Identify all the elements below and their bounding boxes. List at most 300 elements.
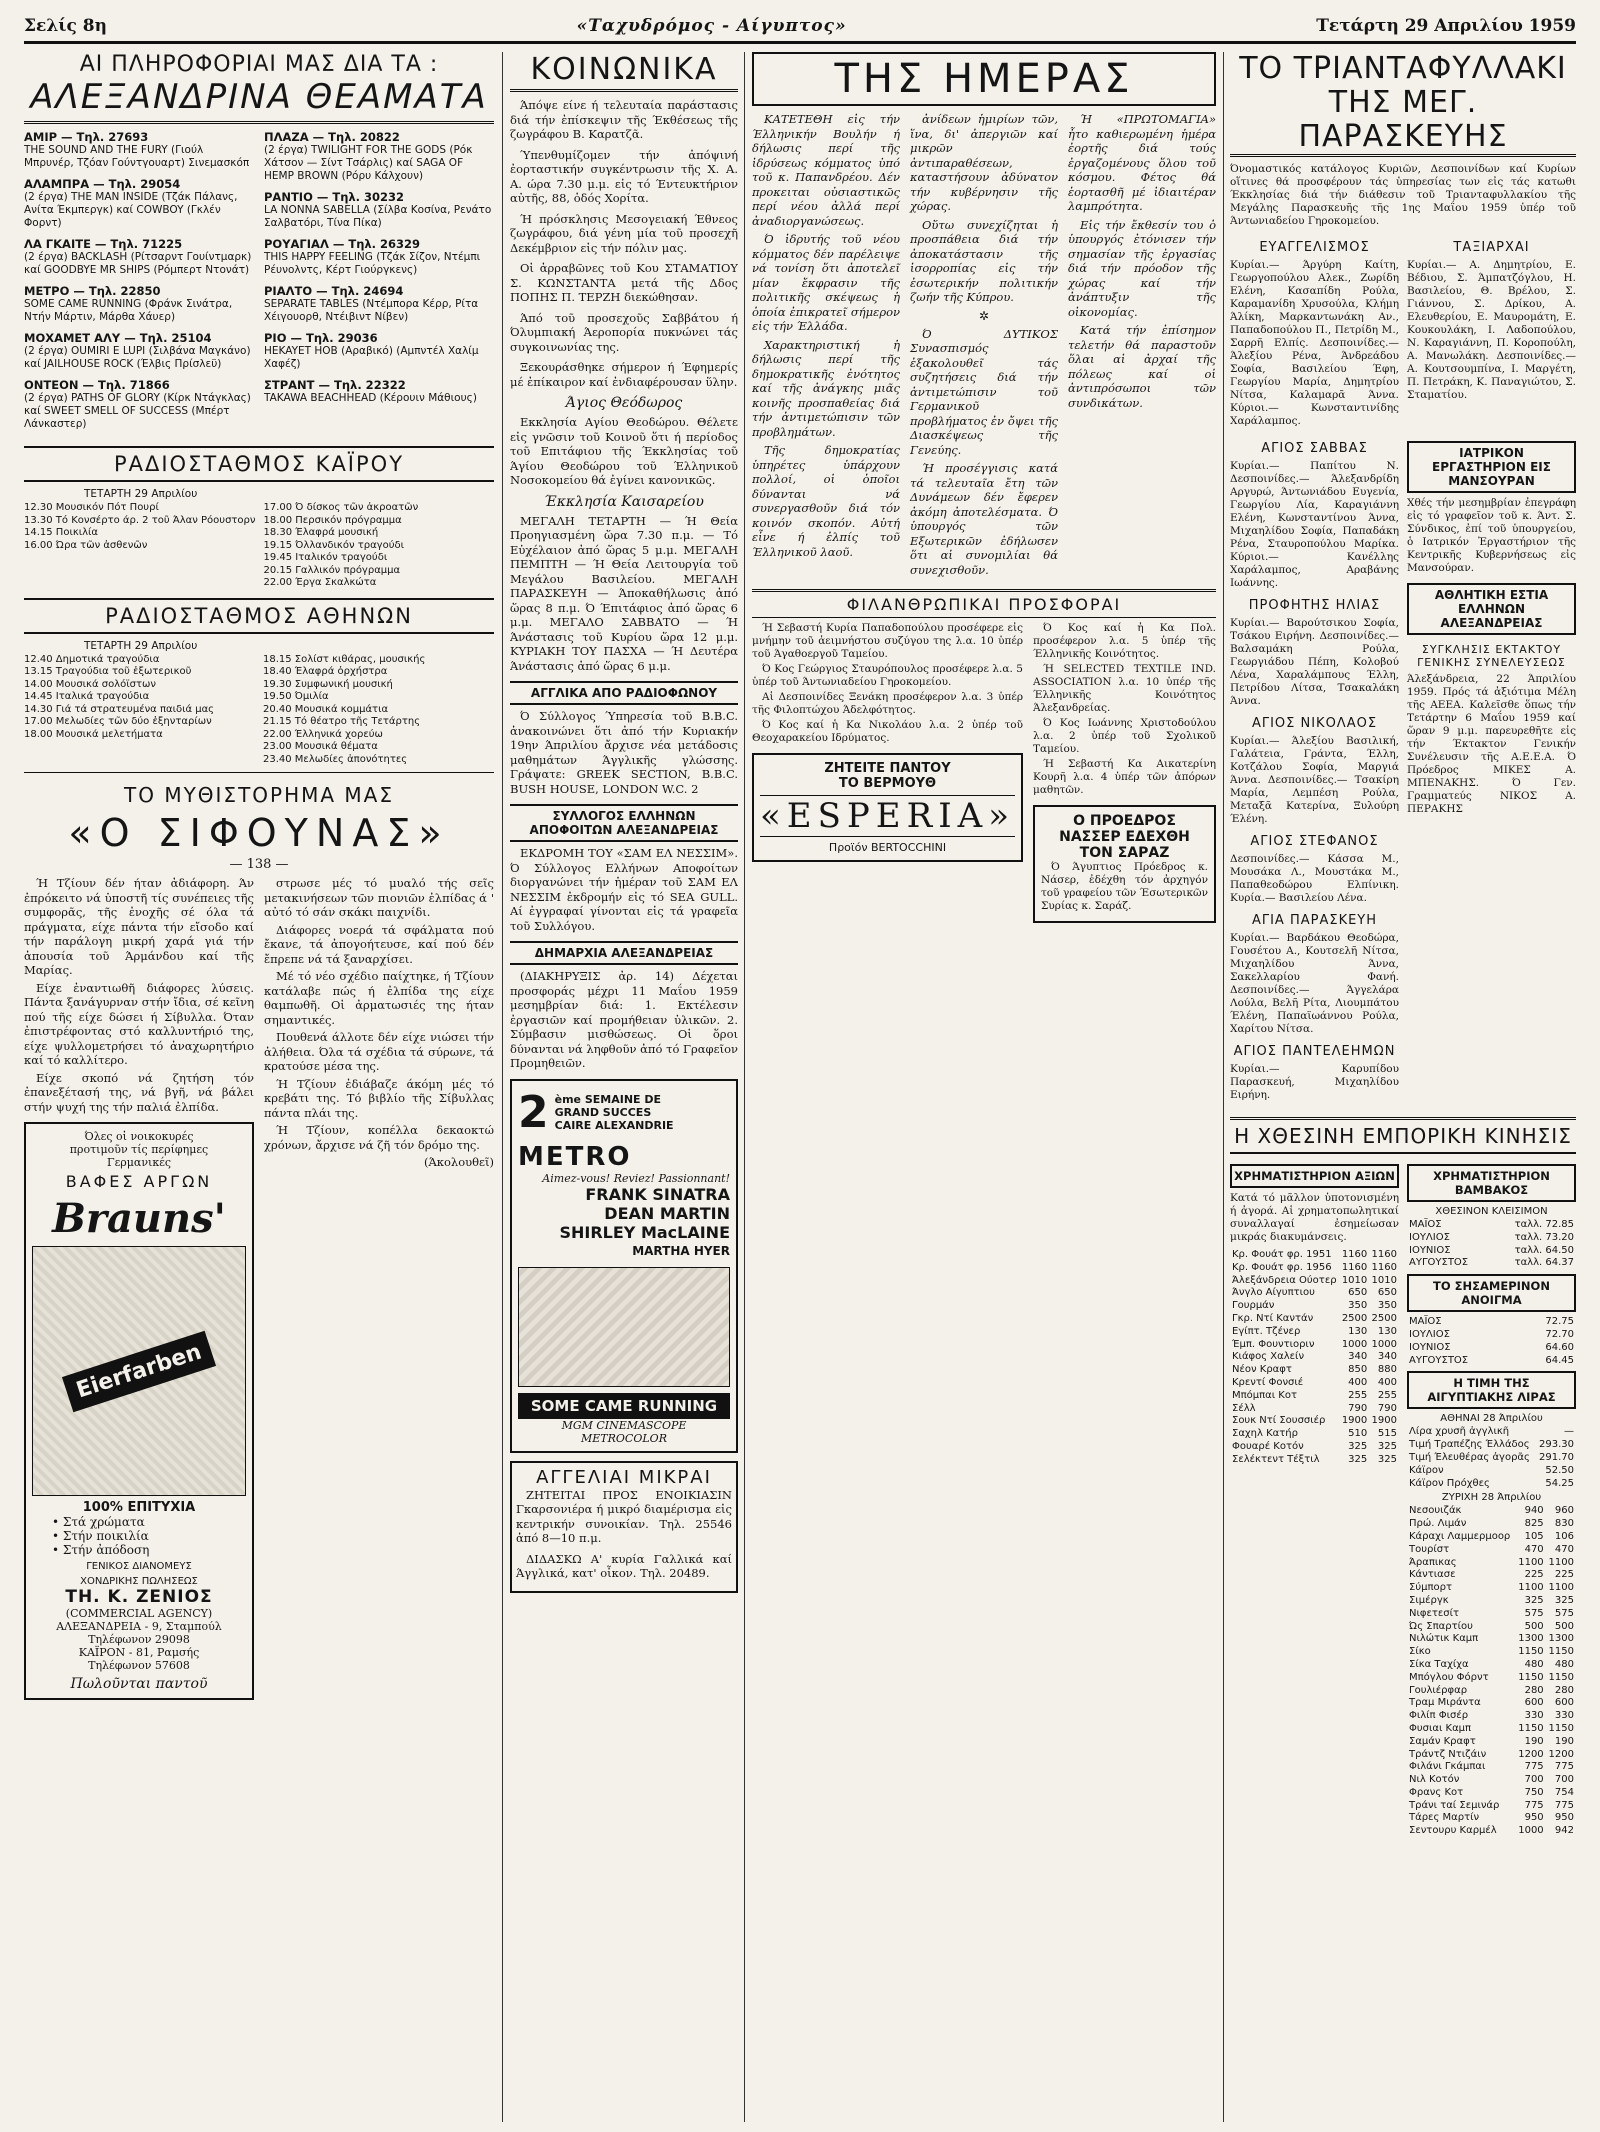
issue-date: Τετάρτη 29 Απριλίου 1959 [1316,15,1576,36]
municipality-notice: (ΔΙΑΚΗΡΥΞΙΣ ἀρ. 14) Δέχεται προσφοράς μέχρι 11 Μαΐου 1959 μεσημβρίαν διά: 1. Εκτέλεσιν ἐργασιῶν καί προμήθειαν ὑλικῶν. 2. Σύμβασιν μισθώσεως. Οἱ ὅροι δύνανται νά ληφθοῦν ἀπό τό Γραφεῖον Προμηθειῶν. [510,969,738,1070]
table-row [1407,1736,1576,1749]
distributor-label: ΧΟΝΔΡΙΚΗΣ ΠΩΛΗΣΕΩΣ [80,1576,198,1587]
table-cell-value: 1150 [1548,1722,1574,1734]
cinema-listings [24,130,494,438]
editorial-paragraph: Ό ἰδρυτής τοῦ νέου κόμματος δέν παρέλειψε νά τονίση ὅτι ἀποτελεῖ μίαν ἔκφρασιν τῆς πολιτικῆς σκέψεως ἡ ὁποία ἐπικρατεῖ σήμερον εἰς τήν Έλλάδα. [752,232,900,333]
athletic-club-subtitle: ΣΥΓΚΛΗΣΙΣ ΕΚΤΑΚΤΟΥ ΓΕΝΙΚΗΣ ΣΥΝΕΛΕΥΣΕΩΣ [1417,643,1566,669]
table-cell-value: 500 [1554,1620,1574,1632]
donation-item: Ό Κος Γεώργιος Σταυρόπουλος προσέφερε λ.α. 5 ὑπέρ τοῦ Άντωνιαδείου Γηροκομείου. [752,663,1023,688]
table-cell-label: Κρ. Φουάτ φρ. 1956 [1232,1261,1332,1273]
column-1 [24,52,494,2122]
table-cell-value: 1200 [1518,1748,1544,1760]
donation-item: Ή SELECTED TEXTILE IND. ASSOCIATION λ.α. 10 ὑπέρ τῆς Έλληνικῆς Κοινότητος Άλεξανδρείας. [1033,663,1216,714]
novel-body [24,876,494,1700]
radio-item: 18.15 Σολίστ κιθάρας, μουσικής [263,653,426,665]
table-cell-label: Νιλ Κοτόν [1409,1774,1460,1786]
table-row [1407,1544,1576,1557]
table-cell-value: 72.70 [1545,1328,1574,1340]
donation-item: Ό Κος καί ἡ Κα Νικολάου λ.α. 2 ὑπέρ τοῦ Θεοχαρακείου Ιδρύματος. [752,719,1023,744]
radio-item: 18.40 Έλαφρά ὀρχήστρα [263,666,388,677]
cinema-item: ΛΑ ΓΚΑΙΤΕ — Τηλ. 71225 (2 έργα) BACKLASH (Ρίτσαρντ Γουίντμαρκ) καί GOODBYE MR SHIPS (Ρόμπερτ Ντονάτ) [24,237,252,276]
egg-dye-package-illustration [32,1246,246,1496]
table-cell-value: 950 [1524,1812,1544,1824]
table-row [1407,1825,1576,1838]
volunteer-list: Δεσποινίδες.— Κάσσα Μ., Μουσάκα Λ., Μουστάκα Μ., Παπαθεοδώρου Ελπίνικη. Κυρία.— Βασιλείου Λένα. [1230,853,1399,904]
table-cell-value: 54.25 [1545,1477,1574,1489]
table-cell-label: Τράνι ταί Σεμινάρ [1409,1799,1500,1811]
editorial-paragraph: Ή «ΠΡΩΤΟΜΑΓΙΑ» ἦτο καθιερωμένη ἡμέρα ἐορτῆς διά τούς ἐργαζομένους ὅλου τοῦ κόσμου. Φέτος θά ἑορτασθῆ μέ ἰδιαιτέραν λαμπρότητα. [1068,112,1216,213]
table-row [1407,1659,1576,1672]
novel-paragraph: στρωσε μές τό μυαλό τής σεῖς μετακινήσεων τῶν πιονιῶν ἐλπίδας ά ' αὐτό τό σάν σκάκι παιχνίδι. [264,876,494,919]
cinema-item: ΑΛΑΜΠΡΑ — Τηλ. 29054 (2 έργα) THE MAN INSIDE (Τζάκ Πάλανς, Ανίτα Έκμπεργκ) καί COWBOY (Γκλέν Φορντ) [24,177,238,229]
cinema-item: ΣΤΡΑΝΤ — Τηλ. 22322 TAKAWA BEACHHEAD (Κέρουιν Μάθιους) [264,378,477,404]
radio-athens-schedule [24,654,494,767]
braun-ad-line: Γερμανικές [106,1156,172,1169]
vermouth-ad-line: ΖΗΤΕΙΤΕ ΠΑΝΤΟΥ [824,761,951,776]
novel-continued: (Άκολουθεῖ) [424,1155,494,1169]
radio-item: 23.40 Μελωδίες ἀπονότητες [263,753,408,765]
table-cell-label: Άνγλο Αίγυπτιου [1232,1287,1315,1299]
table-cell-value: 700 [1524,1774,1544,1786]
braun-ad-bullet: • Στήν ἀπόδοση [52,1543,150,1557]
radio-cairo-date: ΤΕΤΑΡΤΗ 29 Απριλίου [84,488,198,500]
table-cell-label: Κρεντί Φονσιέ [1232,1376,1304,1388]
table-row [1407,1633,1576,1646]
church-volunteers [1230,232,1576,433]
column-rule [1223,52,1224,2122]
novel-paragraph: Ή Τζίουν, κοπέλλα δεκαοκτώ χρόνων, ἄρχισε νά ζῆ τόν δρόμο της. [264,1123,494,1152]
table-cell-label: ΜΑΪΟΣ [1409,1219,1442,1230]
editorial-title: ΤΗΣ ΗΜΕΡΑΣ [752,52,1216,106]
table-cell-value: 1150 [1548,1671,1574,1683]
table-cell-value: 1100 [1518,1556,1544,1568]
radio-item: 19.45 Ιταλικόν τραγούδι [263,552,388,563]
church-name: ΑΓΙΑ ΠΑΡΑΣΚΕΥΗ [1251,913,1378,928]
table-cell-label: Κιάφος Χαλείν [1232,1351,1305,1363]
classified-item: ΖΗΤΕΙΤΑΙ ΠΡΟΣ ΕΝΟΙΚΙΑΣΙΝ Γκαρσονιέρα ή μικρό διαμέρισμα εἰς κεντρικήν συνοικίαν. Τηλ. 25546 ἀπό 8—10 π.μ. [516,1487,732,1545]
table-row [1407,1452,1576,1465]
volunteer-list: Κυρίαι.— Άργύρη Καίτη, Γεωργοπούλου Αλεκ., Ζωρίδη Ελένη, Κασαπίδη Ρούλα, Καραμανίδη Χρυσούλα, Κλήμη Άλίκη, Μαρκαντωνάκη Αν., Παπαδοπούλου Π., Πετρίδη Μ., Σαρρῆ Ελπίς. Δεσποινίδες.— Άλεξίου Ρένα, Άνδρεάδου Σοφία, Βασιλείου Έφη, Γεωργίου Μαρία, Δημητρίου Νίτσα, Καλαμαρᾶ Άννα. Κύριοι.— Κωνσταντινίδης Χαράλαμπος. [1230,259,1399,427]
church-name: ΑΓΙΟΣ ΝΙΚΟΛΑΟΣ [1251,716,1378,731]
radio-item: 12.30 Μουσικόν Πότ Πουρί [24,502,159,513]
column-2 [510,52,738,2122]
table-cell-label: Νιφετεσίτ [1409,1607,1460,1619]
radio-item: 19.50 Όμιλία [263,691,329,702]
table-cell-label: ΜΑΪΟΣ [1409,1316,1442,1328]
table-row [1407,1518,1576,1531]
table-cell-value: 350 [1377,1300,1397,1312]
table-cell-value: 510 [1348,1428,1368,1440]
volunteer-list: Κυρίαι.— Άλεξίου Βασιλική, Γαλάτεια, Γράντα, Έλλη, Κοτζάλου Σοφία, Μαργιά Άννα. Δεσποινίδες.— Τσακίρη Μαρία, Λεμπέση Ρούλα, Μεταξᾶ Κατερίνα, Ξυλούρη Έλένη. [1230,735,1399,825]
table-cell-value: 64.45 [1545,1354,1574,1366]
alumni-association-heading: ΣΥΛΛΟΓΟΣ ΕΛΛΗΝΩΝ ΑΠΟΦΟΙΤΩΝ ΑΛΕΞΑΝΔΡΕΙΑΣ [510,804,738,842]
table-cell-value: 650 [1348,1287,1368,1299]
editorial-paragraph: Τῆς δημοκρατίας ὑπηρέτες ὑπάρχουν πολλοί, οἱ ὁποῖοι δύνανται νά συνεργασθοῦν διά τόν κοινόν σκοπόν. Αὐτή εἶνε ή ἐλπίς τοῦ Έλληνικοῦ λαοῦ. [752,443,900,559]
table-row [1407,1723,1576,1736]
novel-paragraph: Είχε σκοπό νά ζητήση τόν ἐπανεξέτασή της, νά βγῆ, νά βάλει στήν ψυχή της τήν παλιά ἐλπίδα. [24,1070,254,1114]
table-cell-value: 1100 [1548,1582,1574,1594]
table-cell-value: 470 [1554,1543,1574,1555]
table-cell-label: Τάρες Μαρτίν [1409,1812,1480,1824]
week-number: 2 [518,1086,549,1138]
radio-item: 14.45 Ιταλικά τραγούδια [24,691,150,702]
novel-heading: ΤΟ ΜΥΘΙΣΤΟΡΗΜΑ ΜΑΣ [124,783,394,807]
table-cell-value: 850 [1348,1364,1368,1376]
column-3 [752,52,1216,2122]
vermouth-ad-line: ΤΟ ΒΕΡΜΟΥΘ [838,776,937,791]
table-cell-label: Κάϊρον [1409,1464,1444,1476]
church-heading: Έκκλησία Καισαρείου [544,493,704,510]
table-cell-value: 775 [1524,1799,1544,1811]
donation-item: Ή Σεβαστή Κυρία Παπαδοπούλου προσέφερε εἰς μνήμην τοῦ ἀειμνήστου συζύγου της λ.α. 10 ὑπέρ τοῦ Άγαθοεργοῦ Ταμείου. [752,622,1023,660]
radio-item: 18.00 Μουσικά μελετήματα [24,728,163,740]
table-cell-value: 1160 [1371,1249,1397,1260]
table-row [1230,1390,1399,1403]
church-notice: Εκκλησία Αγίου Θεοδώρου. Θέλετε εἰς γνῶσιν τοῦ Κοινοῦ ὅτι ή περίοδος τοῦ Επιτάφιου τῆς Έκκλησίας τοῦ Άγίου Θεοδώρου τοῦ Έλληνικοῦ Νοσοκομείου θά ἐγίνει κανονικῶς. [510,415,738,487]
braun-ad-headline: ΒΑΦΕΣ ΑΡΓΩΝ [65,1172,213,1191]
table-row [1407,1672,1576,1685]
table-cell-label: Κρ. Φουάτ φρ. 1951 [1232,1249,1332,1260]
braun-ad-bullet: • Στήν ποικιλία [52,1529,149,1543]
cinema-list-right [264,130,494,438]
film-title: SOME CAME RUNNING [518,1393,730,1419]
novel-left-column [24,876,254,1700]
table-cell-value: 480 [1524,1658,1544,1670]
social-item: Ή πρόσκλησις Μεσογειακή Έθνεος ζωγράφου, διά γένη μία τοῦ προσεχῆ Δεκέμβριον εἰς τήν πόλιν μας. [510,211,738,255]
braun-ad-line: προτιμοῦν τίς περίφημες [69,1143,209,1156]
table-cell-value: 1000 [1518,1825,1544,1837]
cinema-item: ΡΑΝΤΙΟ — Τηλ. 30232 LA NONNA SABELLA (Σίλβα Κοσίνα, Ρενάτο Σαλβατόρι, Τίνα Πίκα) [264,190,492,229]
table-cell-value: 130 [1348,1325,1368,1337]
radio-item: 19.30 Συμφωνική μουσική [263,678,393,690]
braun-ad-footer: Πωλοῦνται παντοῦ [70,1676,208,1692]
radio-item: 18.00 Περσικόν πρόγραμμα [263,514,402,526]
table-row [1407,1257,1576,1270]
table-cell-label: Τουρίστ [1409,1543,1450,1555]
table-cell-value: 1160 [1371,1261,1397,1273]
ornament: ✲ [978,308,990,323]
table-cell-value: 280 [1554,1684,1574,1696]
opening-table [1407,1316,1576,1367]
radio-item: 22.00 Έλληνικά χορεύω [263,728,383,740]
table-cell-label: Νέον Κραφτ [1232,1364,1292,1376]
table-cell-value: 105 [1524,1530,1544,1542]
table-cell-value: 754 [1554,1786,1574,1798]
table-row [1407,1787,1576,1800]
table-cell-value: 500 [1524,1620,1544,1632]
table-cell-value: 515 [1377,1428,1397,1440]
radio-item: 17.00 Μελωδίες τῶν δύο ἐξηνταρίων [24,716,212,727]
vermouth-producer: Προϊόν BERTOCCHINI [828,841,947,854]
table-cell-label: Κάραχι Λαμμερμοορ [1409,1530,1511,1542]
table-cell-value: 1000 [1341,1338,1368,1350]
table-cell-value: 1300 [1548,1633,1574,1645]
church-name: ΑΓΙΟΣ ΠΑΝΤΕΛΕΗΜΩΝ [1233,1044,1396,1059]
table-row [1407,1774,1576,1787]
table-cell-label: ΙΟΥΝΙΟΣ [1409,1341,1451,1353]
vermouth-brand: «ESPERIA» [760,796,1015,836]
table-row [1230,1262,1399,1275]
table-cell-label: Έμπ. Φουντιοριν [1232,1338,1315,1350]
table-cell-value: 350 [1348,1300,1368,1312]
table-cell-label: Σύμπορτ [1409,1582,1452,1594]
medical-lab-title: ΙΑΤΡΙΚΟΝ ΕΡΓΑΣΤΗΡΙΟΝ ΕΙΣ ΜΑΝΣΟΥΡΑΝ [1432,446,1551,488]
cinema-item: ΡΙΟ — Τηλ. 29036 HEKAYET HOB (Αραβικό) (Αμπντέλ Χαλίμ Χαφέζ) [264,331,479,370]
table-cell-value: 600 [1554,1697,1574,1709]
table-cell-label: ΑΥΓΟΥΣΤΟΣ [1409,1354,1469,1366]
table-cell-value: 190 [1524,1735,1544,1747]
distributor-subtitle: (COMMERCIAL AGENCY) [65,1607,213,1620]
table-cell-value: 1160 [1341,1249,1368,1260]
table-cell-label: ΙΟΥΛΙΟΣ [1409,1231,1450,1243]
table-cell-value: 575 [1524,1607,1544,1619]
table-cell-label: Φιλίπ Φισέρ [1409,1710,1469,1722]
church-heading: Άγιος Θεόδωρος [565,395,683,411]
table-cell-value: 1900 [1371,1415,1397,1427]
table-cell-value: 830 [1554,1518,1574,1530]
cinema-item: ΜΟΧΑΜΕΤ ΑΛΥ — Τηλ. 25104 (2 έργα) OUMIRI E LUPI (Σιλβάνα Μαγκάνο) καί JAILHOUSE ROCK (Έλβις Πρίσλεϋ) [24,331,251,370]
nasser-news-box [1033,805,1216,923]
film-studio: MGM CINEMASCOPE METROCOLOR [561,1418,687,1445]
newspaper-name: «Ταχυδρόμος - Αίγυπτος» [576,15,847,36]
table-cell-value: 225 [1524,1569,1544,1581]
radio-item: 20.40 Μουσικά κομμάτια [263,703,389,715]
table-cell-label: Τιμή Τραπέζης Έλλάδος [1409,1439,1530,1451]
athletic-club-text: Άλεξάνδρεια, 22 Άπριλίου 1959. Πρός τά ἀξιότιμα Μέλη τῆς ΑΕΕΑ. Καλεῖσθε ὅπως τήν Τετάρτην 6 Μαΐου 1959 καί ὥραν 9 μ.μ. παρευρεθῆτε εἰς τήν Έκτακτον Γενικήν Συνέλευσιν τῆς Α.Ε.Ε.Α. Ό Πρόεδρος ΜΙΚΕΣ Α. ΜΠΕΝΑΚΗΣ. Ό Γεν. Γραμματεύς ΝΙΚΟΣ Α. ΠΕΡΑΚΗΣ [1407,673,1576,815]
column-rule [744,52,745,2122]
columns [24,52,1576,2122]
table-cell-value: 2500 [1341,1312,1368,1324]
social-title: ΚΟΙΝΩΝΙΚΑ [510,52,738,92]
distributor-phone: Τηλέφωνον 29098 [88,1633,190,1646]
table-row [1407,1800,1576,1813]
table-cell-value: 1150 [1518,1671,1544,1683]
table-row [1407,1316,1576,1329]
table-row [1407,1465,1576,1478]
table-cell-value: 790 [1348,1402,1368,1414]
table-row [1230,1441,1399,1454]
table-cell-label: Άλεξάνδρεια Ούοτερ [1232,1274,1337,1286]
table-cell-value: 190 [1554,1735,1574,1747]
table-cell-value: 1150 [1518,1722,1544,1734]
novel-paragraph: Ή Τζίουν δέν ήταν ἀδιάφορη. Άν ἐπρόκειτο νά ὑποστῆ τίς συνέπειες τῆς συμφορᾶς, τῆς ἐνοχῆς σέ όλα τά πράγματα, είχε πάντα τήν εἴσοδο καί τήν παράλογη μικρή χαρά γιά τήν ἀπουσία τοῦ Άρμάνδου καί τῆς Μαρίας. [24,876,254,977]
cinema-item: ΑΜΙΡ — Τηλ. 27693 THE SOUND AND THE FURY (Γιούλ Μπρυνέρ, Τζόαν Γούντγουαρτ) Σινεμασκόπ [24,130,250,169]
roses-intro: Όνομαστικός κατάλογος Κυριῶν, Δεσποινίδων καί Κυρίων οἵτινες θά προσφέρουν τάς ὑπηρεσίας των εἰς τάς κατωθι Έκκλησίας διά τήν διάθεσιν τοῦ Τριανταφυλλακίου τῆς Μεγάλης Παρασκευῆς τῆς 1ης Μαΐου 1959 ὑπέρ τοῦ Άντωνιαδείου Γηροκομείου. [1230,163,1576,227]
misc-table [1407,1505,1576,1838]
athletic-club-box [1407,583,1576,635]
table-cell-value: 1000 [1371,1338,1397,1350]
metro-cinema-advertisement: 2 ème SEMAINE DE GRAND SUCCES CAIRE ALEXANDRIE METRO Aimez-vous! Reviez! Passionnant! FRANK SINATRA DEAN MARTIN SHIRLEY MacLAINE MARTHA HYER SOME CAME RUNNING MGM CINEMASCOPE METROCOLOR [510,1079,738,1453]
cast-list: FRANK SINATRA DEAN MARTIN SHIRLEY MacLAINE MARTHA HYER [559,1184,730,1258]
table-cell-value: 325 [1377,1440,1397,1452]
radio-cairo-schedule [24,502,494,590]
distributor-address: ΑΛΕΞΑΝΔΡΕΙΑ - 9, Σταμπούλ [56,1620,222,1633]
table-cell-value: 2500 [1371,1312,1397,1324]
column-rule [502,52,503,2122]
braun-ad-claim: 100% ΕΠΙΤΥΧΙΑ [82,1500,196,1515]
table-row [1230,1364,1399,1377]
cotton-table [1407,1219,1576,1270]
stock-exchange-intro: Κατά τό μᾶλλον ὑποτονισμένη ή ἀγορά. Αἱ χρηματοπωλητικαί συναλλαγαί ἐσημείωσαν μικράς διακυμάνσεις. [1230,1192,1399,1243]
volunteer-list: Κυρίαι.— Βαρδάκου Θεοδώρα, Γουσέτου Α., Κουτσελῆ Νίτσα, Μιχαηλίδου Άννα, Σακελλαρίου Φανή. Δεσποινίδες.— Άγγελάρα Λούλα, Βελῆ Ρίτα, Λιουμπάτου Έλένη, Παπαϊωάννου Ρούλα, Χαρίτου Νίτσα. [1230,932,1399,1035]
cinema-item: ΟΝΤΕΟΝ — Τηλ. 71866 (2 έργα) PATHS OF GLORY (Κίρκ Ντάγκλας) καί SWEET SMELL OF SUCCESS (Μπέρτ Λάνκαστερ) [24,378,251,430]
table-cell-label: Γκρ. Ντί Καντάν [1232,1312,1314,1324]
editorial-body [752,112,1216,581]
braun-ad-line: Όλες οἱ νοικοκυρές [84,1130,194,1143]
table-row [1407,1761,1576,1774]
table-row [1407,1710,1576,1723]
social-item: Οἱ ἀρραβῶνες τοῦ Κου ΣΤΑΜΑΤΙΟΥ Σ. ΚΩΝΣΤΑΝΤΑ μετά τῆς Δδος ΠΟΠΗΣ Π. ΤΕΡΖΗ διεκώθησαν. [510,261,738,304]
table-cell-value: 480 [1554,1658,1574,1670]
braun-logo: Brauns' [52,1195,226,1242]
bbc-english-heading: ΑΓΓΛΙΚΑ ΑΠΟ ΡΑΔΙΟΦΩΝΟΥ [510,681,738,705]
alumni-association-notice: ΕΚΔΡΟΜΗ ΤΟΥ «ΣΑΜ ΕΛ ΝΕΣΣΙΜ». Ό Σύλλογος Ελλήνων Αποφοίτων διοργανώνει τήν ἡμέραν τοῦ ΣΑΜ ΕΛ ΝΕΣΣΙΜ ἐκδρομήν εἰς τό SEA GULL. Αί ἐγγραφαί γίνονται εἰς τά γραφεῖα τοῦ Συλλόγου. [510,846,738,933]
table-cell-label: Κάϊρον Πρόχθες [1409,1477,1490,1489]
table-cell-label: Νεσουιζάκ [1409,1505,1462,1517]
table-cell-value: ταλλ. 73.20 [1514,1231,1574,1243]
table-cell-value: 330 [1524,1710,1544,1722]
table-cell-value: 325 [1377,1453,1397,1465]
table-cell-value: 775 [1524,1761,1544,1773]
table-cell-value: 1100 [1548,1556,1574,1568]
table-row [1407,1245,1576,1258]
radio-item: 14.30 Γιά τά στρατευμένα παιδιά μας [24,703,215,715]
novel-title: «Ο ΣΙΦΟΥΝΑΣ» [68,811,450,855]
table-cell-label: Ώς Σπαρτίου [1409,1620,1473,1632]
volunteer-list: Κυρίαι.— Καρυπίδου Παρασκευή, Μιχαηλίδου Ειρήνη. [1230,1063,1399,1101]
table-cell-label: Άραπικας [1409,1556,1457,1568]
metro-tagline: Aimez-vous! Reviez! Passionnant! [542,1171,730,1185]
social-item: Ύπενθυμίζομεν τήν ἀπόψινή ἐορταστικήν συγκέντρωσιν τῆς Χ. Α. Α. ώρα 7.30 μ.μ. εἰς τό Έντευκτήριον αὐτῆς, 88, ὁδός Χορίτα. [510,147,738,205]
movie-poster-illustration [518,1267,730,1387]
table-row [1230,1415,1399,1428]
cinema-item: ΡΙΑΛΤΟ — Τηλ. 24694 SEPARATE TABLES (Ντέμπορα Κέρρ, Ρίτα Χέιγουορθ, Ντέιβιντ Νίβεν) [264,284,479,323]
table-cell-label: Σεντουρυ Καρμέλ [1409,1825,1497,1837]
table-row [1407,1582,1576,1595]
table-cell-value: 1200 [1548,1748,1574,1760]
athens-subtitle: ΑΘΗΝΑΙ 28 Άπριλίου [1440,1413,1543,1425]
table-row [1407,1355,1576,1368]
table-cell-value: 775 [1554,1761,1574,1773]
radio-item: 23.00 Μουσικά θέματα [263,741,378,752]
table-row [1407,1439,1576,1452]
table-row [1230,1403,1399,1416]
table-cell-value: 72.75 [1545,1316,1574,1328]
radio-item: 14.15 Ποικιλία [24,527,98,538]
editorial-paragraph: Ό ΔΥΤΙΚΟΣ Συνασπισμός ἐξακολουθεῖ τάς συζητήσεις διά τήν ἀντιμετώπισιν τοῦ Γερμανικοῦ προβλήματος ἐν ὄψει τῆς Διασκέψεως τῆς Γενεύης. [910,326,1058,457]
table-cell-value: 340 [1348,1351,1368,1363]
market-title: Η ΧΘΕΣΙΝΗ ΕΜΠΟΡΙΚΗ ΚΙΝΗΣΙΣ [1230,1117,1576,1154]
table-cell-value: 106 [1554,1530,1574,1542]
cotton-exchange-title: ΧΡΗΜΑΤΙΣΤΗΡΙΟΝ ΒΑΜΒΑΚΟΣ [1407,1164,1576,1202]
table-cell-label: Φυσιαι Καμπ [1409,1722,1472,1734]
package-label: Eierfarben [62,1330,216,1412]
church-name: ΕΥΑΓΓΕΛΙΣΜΟΣ [1259,240,1370,255]
nasser-headline: Ο ΠΡΟΕΔΡΟΣ ΝΑΣΣΕΡ ΕΔΕΧΘΗ ΤΟΝ ΣΑΡΑΖ [1059,813,1190,861]
table-cell-label: Σελέκτεντ Τέξτιλ [1232,1453,1320,1465]
church-schedule: ΜΕΓΑΛΗ ΤΕΤΑΡΤΗ — Ή Θεία Προηγιασμένη ὥρα 7.30 π.μ. — Τό Εὐχέλαιον ἀπό ὥρας 5 μ.μ. ΜΕΓΑΛΗ ΠΕΜΠΤΗ — Ή Θεία Λειτουργία τοῦ Μεγάλου Βασιλείου. ΜΕΓΑΛΗ ΠΑΡΑΣΚΕΥΗ — Άποκαθήλωσις ἀπό ὥρας 8 π.μ. Ό Έπιτάφιος ἀπό ὥρας 6 μ.μ. ΜΕΓΑΛΟ ΣΑΒΒΑΤΟ — Ή Άνάστασις τοῦ Κυρίου ὥρα 12 μ.μ. ΚΥΡΙΑΚΗ ΤΟΥ ΠΑΣΧΑ — Ή Δευτέρα Άνάστασις ἀπό ὥρας 6 μ.μ. [510,513,738,673]
table-cell-label: Νιλώτικ Καμπ [1409,1633,1479,1645]
table-row [1407,1595,1576,1608]
church-name: ΤΑΞΙΑΡΧΑΙ [1453,240,1530,255]
table-row [1407,1569,1576,1582]
pound-table [1407,1426,1576,1490]
table-cell-value: 1010 [1341,1274,1368,1286]
table-cell-label: Σαμάν Κραφτ [1409,1735,1476,1747]
table-cell-value: 293.30 [1539,1439,1574,1451]
novel-paragraph: Ή Τζίουν ἐδιάβαζε άκόμη μές τό κρεβάτι της. Τό βιβλίο τῆς Σίβυλλας πάντα πλάι της. [264,1076,494,1120]
donation-item: Ό Κος Ιωάννης Χριστοδούλου λ.α. 2 ὑπέρ τοῦ Σχολικοῦ Ταμείου. [1033,717,1216,755]
editorial-paragraph: Κατά τήν ἐπίσημον τελετήν θά παραστοῦν ὅλαι αἱ ἀρχαί τῆς πόλεως καί οἱ ἀντιπρόσωποι τῶν συνδικάτων. [1068,323,1216,410]
radio-item: 13.30 Τό Κονσέρτο άρ. 2 τοῦ Άλαν Ρόουστορν [24,514,256,526]
radio-item: 19.15 Όλλανδικόν τραγούδι [263,539,404,551]
table-cell-label: Φρανς Κοτ [1409,1786,1464,1798]
table-cell-value: 64.60 [1545,1341,1574,1353]
table-cell-value: ταλλ. 64.37 [1514,1257,1574,1269]
medical-lab-box [1407,441,1576,493]
donation-item: Αἱ Δεσποινίδες Ξενάκη προσέφερον λ.α. 3 ὑπέρ τῆς Φιλοπτώχου Άδελφότητος. [752,691,1023,716]
municipality-heading: ΔΗΜΑΡΧΙΑ ΑΛΕΞΑΝΔΡΕΙΑΣ [510,941,738,965]
volunteer-list: Κυρίαι.— Παπίτου Ν. Δεσποινίδες.— Άλεξανδρίδη Αργυρώ, Άντωνιάδου Ευγενία, Γεωργίου Λία, Καραγιάννη Ελένη, Κωνσταντίνου Άννα, Μιχαηλίδου Σοφία, Παπαδάκη Ρένα, Σταυροπούλου Μαρίκα. Κύριοι.— Κανέλλης Χαράλαμπος, Αραβάνης Ιωάννης. [1230,460,1399,589]
egyptian-pound-title: Η ΤΙΜΗ ΤΗΣ ΑΙΓΥΠΤΙΑΚΗΣ ΛΙΡΑΣ [1407,1371,1576,1409]
table-cell-value: 255 [1377,1389,1397,1401]
table-cell-label: Κάντιασε [1409,1569,1456,1581]
table-row [1407,1621,1576,1634]
vermouth-advertisement [752,753,1023,862]
table-cell-value: 700 [1554,1774,1574,1786]
radio-item: 16.00 Ώρα τῶν ἀσθενῶν [24,539,148,551]
table-cell-label: Σουκ Ντί Σουσσιέρ [1232,1415,1326,1427]
table-cell-label: Λίρα χρυσῆ ἀγγλικῆ [1409,1426,1510,1438]
radio-item: 13.15 Τραγούδια τοῦ ἐξωτερικοῦ [24,666,192,677]
table-cell-value: 325 [1348,1453,1368,1465]
radio-item: 17.00 Ό δίσκος τῶν ἀκροατῶν [263,502,419,513]
table-row [1230,1326,1399,1339]
philanthropy-body [752,622,1216,923]
social-item: Άπόψε είνε ή τελευταία παράστασις διά τήν ἐπίσκεψιν τῆς Έκθέσεως τῆς ζωγράφου Β. Καρατζᾶ. [510,98,738,141]
distributor-name: ΤΗ. Κ. ΖΕΝΙΟΣ [65,1587,213,1607]
radio-item: 14.00 Μουσικά σολόϊστων [24,678,156,690]
church-name: ΑΓΙΟΣ ΣΤΕΦΑΝΟΣ [1250,834,1379,849]
table-cell-value: 950 [1554,1812,1574,1824]
radio-item: 20.15 Γαλλικόν πρόγραμμα [263,564,401,576]
table-cell-label: Γουλιέρφαρ [1409,1684,1468,1696]
donation-item: Ό Κος καί ἡ Κα Πολ. προσέφερον λ.α. 5 ὑπέρ τῆς Έλληνικῆς Κοινότητος. [1033,622,1216,660]
nasser-text: Ό Άγυπτιος Πρόεδρος κ. Νάσερ, ἐδέχθη τόν ἀρχηγόν τοῦ γραφείου τῶν Έσωτερικῶν Συρίας κ. Σαράζ. [1041,861,1208,912]
radio-athens-title: ΡΑΔΙΟΣΤΑΘΜΟΣ ΑΘΗΝΩΝ [24,598,494,634]
table-row [1407,1608,1576,1621]
roses-title: ΤΟ ΤΡΙΑΝΤΑΦΥΛΛΑΚΙ ΤΗΣ ΜΕΓ. ΠΑΡΑΣΚΕΥΗΣ [1230,52,1576,157]
table-cell-value: 575 [1554,1607,1574,1619]
table-cell-label: Μπόμπαι Κοτ [1232,1389,1297,1401]
table-row [1407,1697,1576,1710]
stock-table [1230,1249,1399,1467]
market-section [1230,1160,1576,1838]
radio-item: 22.00 Έργα Σκαλκώτα [263,577,377,588]
radio-item: 12.40 Δημοτικά τραγούδια [24,653,160,665]
cinema-item: ΜΕΤΡΟ — Τηλ. 22850 SOME CAME RUNNING (Φράνκ Σινάτρα, Ντήν Μάρτιν, Μάρθα Χάυερ) [24,284,233,323]
table-cell-label: Σίκα Ταχίχα [1409,1658,1469,1670]
table-cell-value: ταλλ. 64.50 [1514,1244,1574,1256]
table-row [1407,1232,1576,1245]
table-row [1407,1342,1576,1355]
table-row [1230,1428,1399,1441]
cinema-list-left [24,130,254,438]
radio-item: 21.15 Τό θέατρο τῆς Τετάρτης [263,716,421,727]
table-cell-value: 1300 [1518,1633,1544,1645]
stock-exchange-title: ΧΡΗΜΑΤΙΣΤΗΡΙΟΝ ΑΞΙΩΝ [1230,1164,1399,1188]
volunteer-list: Κυρίαι.— Βαρούτσικου Σοφία, Τσάκου Ειρήνη. Δεσποινίδες.— Βαλσαμάκη Ρούλα, Γεωργιάδου Πέπη, Κολοβού Λένα, Χαραλάμπους Έλλη, Πετρίδου Λίτσα, Τσακαλάκη Άννα. [1230,617,1399,707]
